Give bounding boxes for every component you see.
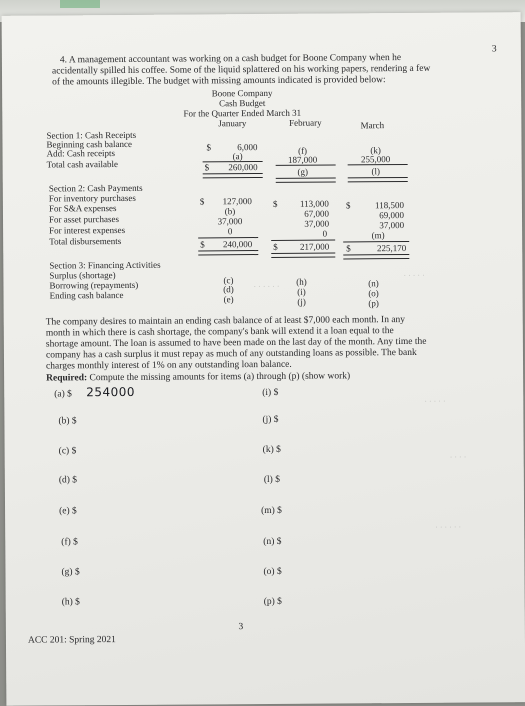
dollar-sign: $ — [204, 162, 210, 173]
cell-feb: 187,000 — [287, 154, 318, 165]
footer-course: ACC 201: Spring 2021 — [27, 635, 116, 646]
row-label: Beginning cash balance — [46, 138, 133, 150]
answer-label-p: (p) $ — [263, 596, 282, 608]
paragraph-line-2: month in which there is cash shortage, the company's bank will extend it a loan equal to the — [45, 326, 394, 339]
dollar-sign: $ — [199, 196, 205, 207]
cell-mar: (m) — [371, 230, 385, 241]
cell-feb: (i) — [297, 286, 306, 297]
row-label: Add: Cash receipts — [46, 148, 116, 159]
cell-feb: 37,000 — [304, 218, 330, 229]
row-label: Total disbursements — [49, 235, 122, 247]
dollar-sign: $ — [273, 241, 278, 252]
company-name: Boone Company — [211, 87, 273, 99]
answer-label-e: (e) $ — [59, 506, 77, 517]
cell-jan: 127,000 — [222, 196, 252, 207]
answer-label-k: (k) $ — [262, 444, 281, 456]
answer-label-m: (m) $ — [261, 505, 282, 517]
problem-line-1: 4. A management accountant was working on a cash budget for Boone Company when he — [59, 53, 402, 66]
cell-jan: (b) — [224, 206, 236, 217]
cell-feb: (f) — [298, 145, 308, 156]
budget-title: Cash Budget — [219, 97, 266, 109]
double-underline — [198, 250, 258, 255]
problem-line-3: of the amounts illegible. The budget with missing amounts indicated is provided below: — [52, 75, 386, 88]
cell-jan: 6,000 — [237, 142, 258, 153]
paragraph-line-5: charges monthly interest of 1% on any outstanding loan balance. — [46, 359, 292, 372]
header-february: February — [289, 117, 322, 128]
bleed-through: · · · · · — [424, 396, 446, 406]
cell-feb: 67,000 — [304, 208, 330, 219]
dollar-sign: $ — [345, 200, 351, 211]
cell-jan: (a) — [232, 151, 243, 162]
answer-label-n: (n) $ — [263, 536, 282, 548]
double-underline — [276, 177, 336, 182]
header-january: January — [218, 118, 247, 129]
page-number-top: 3 — [491, 44, 497, 55]
row-label: For inventory purchases — [48, 192, 136, 204]
cell-feb: (g) — [297, 166, 308, 177]
answer-label-j: (j) $ — [262, 414, 279, 426]
row-label: For S&A expenses — [48, 203, 117, 214]
bleed-through: · · · · — [449, 452, 467, 462]
cell-mar: 37,000 — [379, 220, 405, 231]
cell-mar: (n) — [368, 278, 379, 289]
cell-jan: (d) — [223, 284, 234, 295]
page-number-bottom: 3 — [238, 622, 244, 633]
cell-mar: (o) — [368, 288, 379, 299]
problem-line-2: accidentally spilled his coffee. Some of the liquid splattered on his working papers, rendering a few — [51, 63, 431, 77]
dollar-sign: $ — [346, 243, 351, 254]
answer-label-c: (c) $ — [58, 446, 77, 457]
cell-mar: (k) — [370, 145, 381, 156]
row-label: Borrowing (repayments) — [49, 279, 139, 291]
row-label: Surplus (shortage) — [49, 270, 116, 281]
decorative-smudge — [60, 0, 100, 8]
answer-label-b: (b) $ — [58, 416, 77, 427]
cell-mar: 69,000 — [379, 210, 405, 221]
row-label: For asset purchases — [48, 214, 120, 225]
cell-mar: 118,500 — [374, 200, 404, 211]
answer-label-o: (o) $ — [263, 566, 282, 578]
double-underline — [203, 173, 263, 178]
section3-heading: Section 3: Financing Activities — [49, 259, 161, 271]
answer-label-a: (a) $ — [54, 389, 72, 400]
cell-mar: (l) — [371, 166, 380, 177]
required-line — [46, 371, 350, 383]
answer-label-h: (h) $ — [61, 597, 80, 608]
cell-jan: 37,000 — [217, 216, 243, 227]
row-label: For interest expenses — [49, 224, 126, 236]
answer-label-g: (g) $ — [61, 567, 80, 578]
double-underline — [271, 252, 335, 257]
cell-mar: (p) — [368, 298, 379, 309]
paragraph-line-1: The company desires to maintain an ending cash balance of at least $7,000 each month. In any — [45, 315, 406, 328]
paragraph-line-4: company has a cash surplus it must repay as much of any outstanding loans as possible. The bank — [45, 347, 417, 361]
section1-heading: Section 1: Cash Receipts — [46, 129, 137, 141]
row-label: Total cash available — [46, 159, 119, 170]
section2-heading: Section 2: Cash Payments — [48, 182, 143, 194]
cell-feb: 217,000 — [299, 241, 330, 252]
bleed-through: · · · · · · — [253, 281, 280, 292]
bleed-through: · · · · · — [403, 270, 425, 281]
answer-label-f: (f) $ — [61, 537, 78, 548]
answer-label-d: (d) $ — [58, 475, 78, 486]
worksheet-page — [2, 12, 525, 706]
cell-feb: 113,000 — [299, 198, 329, 209]
answer-label-i: (i) $ — [262, 387, 279, 399]
dollar-sign: $ — [206, 142, 212, 153]
dollar-sign: $ — [200, 239, 205, 250]
dollar-sign: $ — [272, 198, 278, 209]
required-label: Required: — [46, 373, 88, 384]
budget-period: For the Quarter Ended March 31 — [183, 107, 302, 119]
cell-jan: 260,000 — [228, 162, 258, 173]
required-text: Compute the missing amounts for items (a) through (p) (show work) — [89, 371, 351, 384]
bleed-through: · · · · · · — [435, 522, 462, 532]
cell-mar: 255,000 — [360, 154, 391, 165]
double-underline — [343, 254, 409, 259]
cell-jan: (e) — [223, 294, 234, 305]
cell-jan: (c) — [223, 275, 234, 286]
answer-value-a[interactable]: 254000 — [86, 384, 136, 400]
cell-feb: (h) — [296, 276, 307, 287]
double-underline — [348, 177, 408, 182]
row-label: Ending cash balance — [49, 289, 124, 301]
cell-feb: (j) — [297, 296, 306, 307]
cell-feb: 0 — [322, 228, 328, 239]
header-march: March — [360, 120, 385, 131]
answer-label-l: (l) $ — [263, 474, 280, 486]
paragraph-line-3: shortage amount. The loan is assumed to have been made on the last day of the month. Any time the — [45, 336, 427, 350]
cell-jan: 240,000 — [222, 239, 253, 250]
cell-mar: 225,170 — [376, 243, 407, 254]
cell-jan: 0 — [227, 226, 233, 237]
